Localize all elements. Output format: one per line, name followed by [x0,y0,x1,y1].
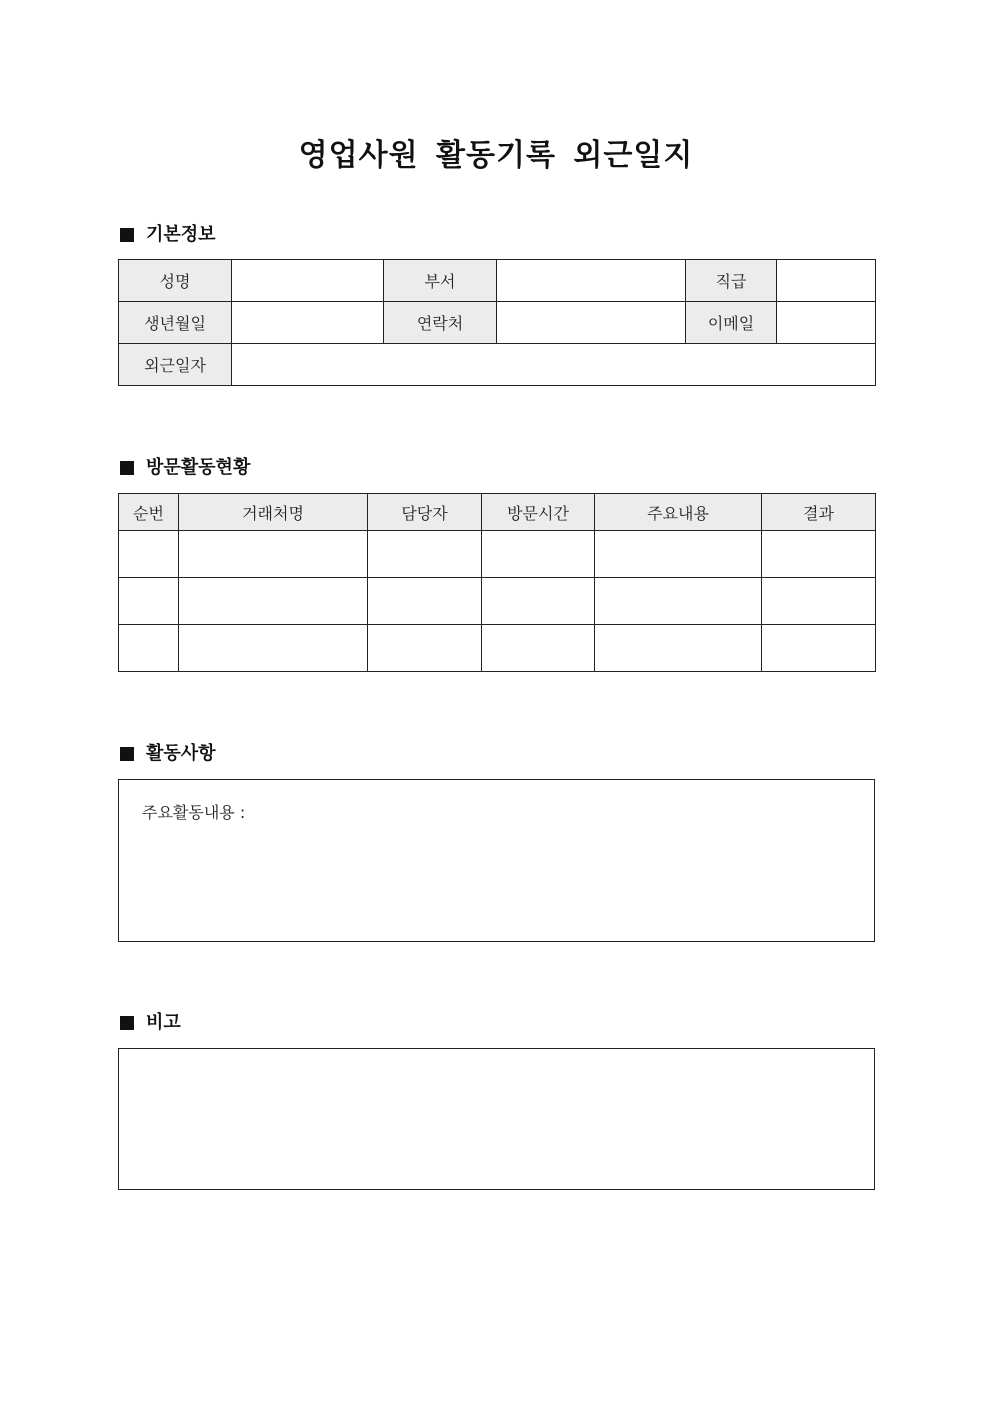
table-cell[interactable] [762,578,876,625]
section-heading-activity [119,742,216,766]
outing-date-field[interactable] [232,344,876,386]
square-bullet-icon [120,747,134,761]
outing-date-label: 외근일자 [119,344,232,386]
birthdate-field[interactable] [232,302,384,344]
basic-info-row [119,302,876,344]
table-header-row [119,494,876,531]
table-cell[interactable] [179,531,368,578]
remarks-content-box[interactable] [118,1048,875,1190]
table-cell[interactable] [482,625,595,672]
table-cell[interactable] [179,625,368,672]
section-heading-basic-info [119,223,216,247]
column-header-main-content: 주요내용 [595,494,762,531]
square-bullet-icon [120,1016,134,1030]
column-header-client: 거래처명 [179,494,368,531]
section-heading-remarks [119,1011,181,1035]
table-cell[interactable] [482,578,595,625]
name-field[interactable] [232,260,384,302]
table-cell[interactable] [762,625,876,672]
table-cell[interactable] [762,531,876,578]
basic-info-table [118,259,876,386]
column-header-seq: 순번 [119,494,179,531]
department-field[interactable] [497,260,686,302]
section-heading-label: 비고 [146,1012,181,1033]
visit-activity-table [118,493,876,672]
table-cell[interactable] [595,531,762,578]
column-header-contact-person: 담당자 [368,494,482,531]
contact-label: 연락처 [384,302,497,344]
section-heading-label: 방문활동현황 [146,457,251,478]
section-heading-visits [119,456,250,480]
position-label: 직급 [686,260,777,302]
email-label: 이메일 [686,302,777,344]
table-cell[interactable] [119,578,179,625]
activity-content-label: 주요활동내용 : [142,803,246,822]
table-cell[interactable] [595,625,762,672]
column-header-visit-time: 방문시간 [482,494,595,531]
activity-content-box[interactable] [118,779,875,942]
name-label: 성명 [119,260,232,302]
table-cell[interactable] [119,531,179,578]
square-bullet-icon [120,461,134,475]
birthdate-label: 생년월일 [119,302,232,344]
basic-info-row [119,260,876,302]
table-cell[interactable] [179,578,368,625]
table-cell[interactable] [482,531,595,578]
table-cell[interactable] [368,578,482,625]
table-row [119,578,876,625]
column-header-result: 결과 [762,494,876,531]
table-row [119,531,876,578]
department-label: 부서 [384,260,497,302]
table-row [119,625,876,672]
table-cell[interactable] [368,625,482,672]
section-heading-label: 기본정보 [146,224,216,245]
section-heading-label: 활동사항 [146,743,216,764]
position-field[interactable] [777,260,876,302]
table-cell[interactable] [368,531,482,578]
square-bullet-icon [120,228,134,242]
basic-info-row [119,344,876,386]
contact-field[interactable] [497,302,686,344]
table-cell[interactable] [119,625,179,672]
table-cell[interactable] [595,578,762,625]
email-field[interactable] [777,302,876,344]
page-title: 영업사원 활동기록 외근일지 [298,138,694,173]
